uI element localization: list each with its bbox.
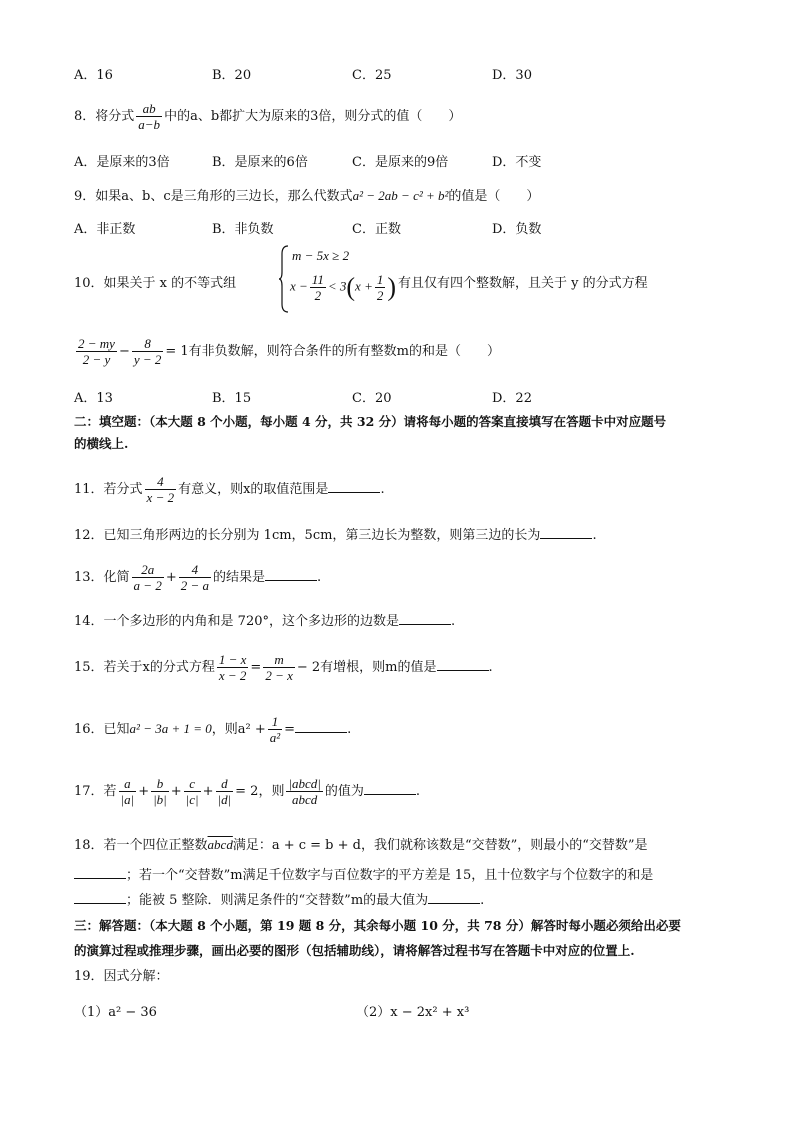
- q8-stem: [74, 101, 724, 132]
- q9-stem: [74, 186, 724, 207]
- q9-post: 的值是（ ）: [448, 189, 540, 204]
- q16-blank: [295, 720, 347, 733]
- q13-stem: 13．化简 $\frac{2a}{a - 2}$ + $\frac{4}{2 - a}$ 的结果是 .: [74, 562, 322, 593]
- q10-inequality-1: m − 5x ≥ 2: [292, 248, 350, 263]
- q7-option-c: C．25: [352, 68, 392, 83]
- q10-equation: $\frac{2 - my}{2 - y}$ − $\frac{8}{y - 2}$ = 1有非负数解，则符合条件的所有整数m的和是（ ）: [78, 336, 501, 367]
- q14-stem: 14．一个多边形的内角和是 720°，这个多边形的边数是 .: [74, 614, 456, 629]
- q8-pre: 8．将分式: [74, 109, 135, 124]
- q9-pre: 9．如果a、b、c是三角形的三边长，那么代数式: [74, 189, 353, 204]
- q11-stem: 11．若分式 $\frac{4}{x - 2}$ 有意义，则x的取值范围是 .: [74, 474, 385, 505]
- q10-option-d: D．22: [492, 391, 532, 406]
- q10-inequality-2: x − $\frac{11}{2}$ < 3(x + $\frac{1}{2}$ ): [290, 272, 397, 303]
- q8-option-d: D．不变: [492, 155, 542, 170]
- q18-blank-1: [74, 866, 126, 879]
- q8-option-a: A．是原来的3倍: [74, 155, 170, 170]
- q8-post: 中的a、b都扩大为原来的3倍，则分式的值（ ）: [164, 109, 462, 124]
- q12-stem: 12．已知三角形两边的长分别为 1cm，5cm，第三边长为整数，则第三边的长为 .: [74, 528, 597, 543]
- section2-header-line1: 二：填空题：（本大题 8 个小题，每小题 4 分，共 32 分）请将每小题的答案直接填写在答题卡中对应题号: [74, 414, 667, 429]
- q14-blank: [399, 612, 451, 625]
- q15-stem: 15．若关于x的分式方程 $\frac{1 - x}{x - 2}$ = $\frac{m}{2 - x}$ − 2有增根，则m的值是 .: [74, 652, 493, 683]
- q19-part2: （2）x − 2x² + x³: [356, 1005, 470, 1020]
- q10-tail: = 1有非负数解，则符合条件的所有整数m的和是（ ）: [165, 344, 501, 359]
- q8-option-c: C．是原来的9倍: [352, 155, 449, 170]
- q10-pre: 10．如果关于 x 的不等式组: [74, 276, 237, 291]
- q17-stem: 17．若 $\frac{a}{|a|}$ + $\frac{b}{|b|}$ + $\frac{c}{|c|}$ + $\frac{d}{|d|}$ = 2，则 $\frac{\text{|abcd|}}{\text{abcd}}$ 的值为 .: [74, 776, 421, 807]
- q18-blank-3: [428, 891, 480, 904]
- q7-option-d: D．30: [492, 68, 532, 83]
- q11-blank: [328, 480, 380, 493]
- section3-header-line1: 三：解答题：（本大题 8 个小题，第 19 题 8 分，其余每小题 10 分，共 78 分）解答时每小题必须给出必要: [74, 918, 681, 933]
- q10-option-a: A．13: [74, 391, 113, 406]
- q17-blank: [364, 782, 416, 795]
- q7-option-b: B．20: [212, 68, 252, 83]
- q12-blank: [540, 526, 592, 539]
- q16-stem: 16．已知a² − 3a + 1 = 0，则a² + $\frac{1}{\text{a²}}$ = .: [74, 714, 352, 745]
- q9-option-b: B．非负数: [212, 222, 274, 237]
- q19-part1: （1）a² − 36: [74, 1005, 157, 1020]
- q9-option-c: C．正数: [352, 222, 401, 237]
- q8-fraction: $\frac{ab}{a-b}$: [138, 101, 161, 132]
- section3-header-line2: 的演算过程或推理步骤，画出必要的图形（包括辅助线），请将解答过程书写在答题卡中对应的位置上.: [74, 943, 635, 958]
- q7-option-a: A．16: [74, 68, 113, 83]
- q9-option-d: D．负数: [492, 222, 542, 237]
- q9-expression: a² − 2ab − c² + b²: [352, 188, 449, 203]
- q15-blank: [437, 658, 489, 671]
- q18-line3: ；能被 5 整除．则满足条件的“交替数”m的最大值为 .: [74, 891, 724, 911]
- q8-option-b: B．是原来的6倍: [212, 155, 308, 170]
- q18-blank-2: [74, 891, 126, 904]
- q10-post: 有且仅有四个整数解，且关于 y 的分式方程: [398, 276, 648, 291]
- q18-line1: 18．若一个四位正整数abcd满足：a + c = b + d，我们就称该数是“交替数”，则最小的“交替数”是: [74, 837, 648, 853]
- q13-blank: [265, 568, 317, 581]
- q18-abcd: abcd: [207, 837, 233, 852]
- q18-line2: ；若一个“交替数”m满足千位数字与百位数字的平方差是 15，且十位数字与个位数字的和是: [74, 866, 724, 886]
- q19-title: 19．因式分解：: [74, 969, 169, 984]
- q10-brace: [278, 244, 290, 314]
- q9-option-a: A．非正数: [74, 222, 136, 237]
- q10-option-b: B．15: [212, 391, 252, 406]
- q10-option-c: C．20: [352, 391, 392, 406]
- section2-header-line2: 的横线上.: [74, 436, 129, 451]
